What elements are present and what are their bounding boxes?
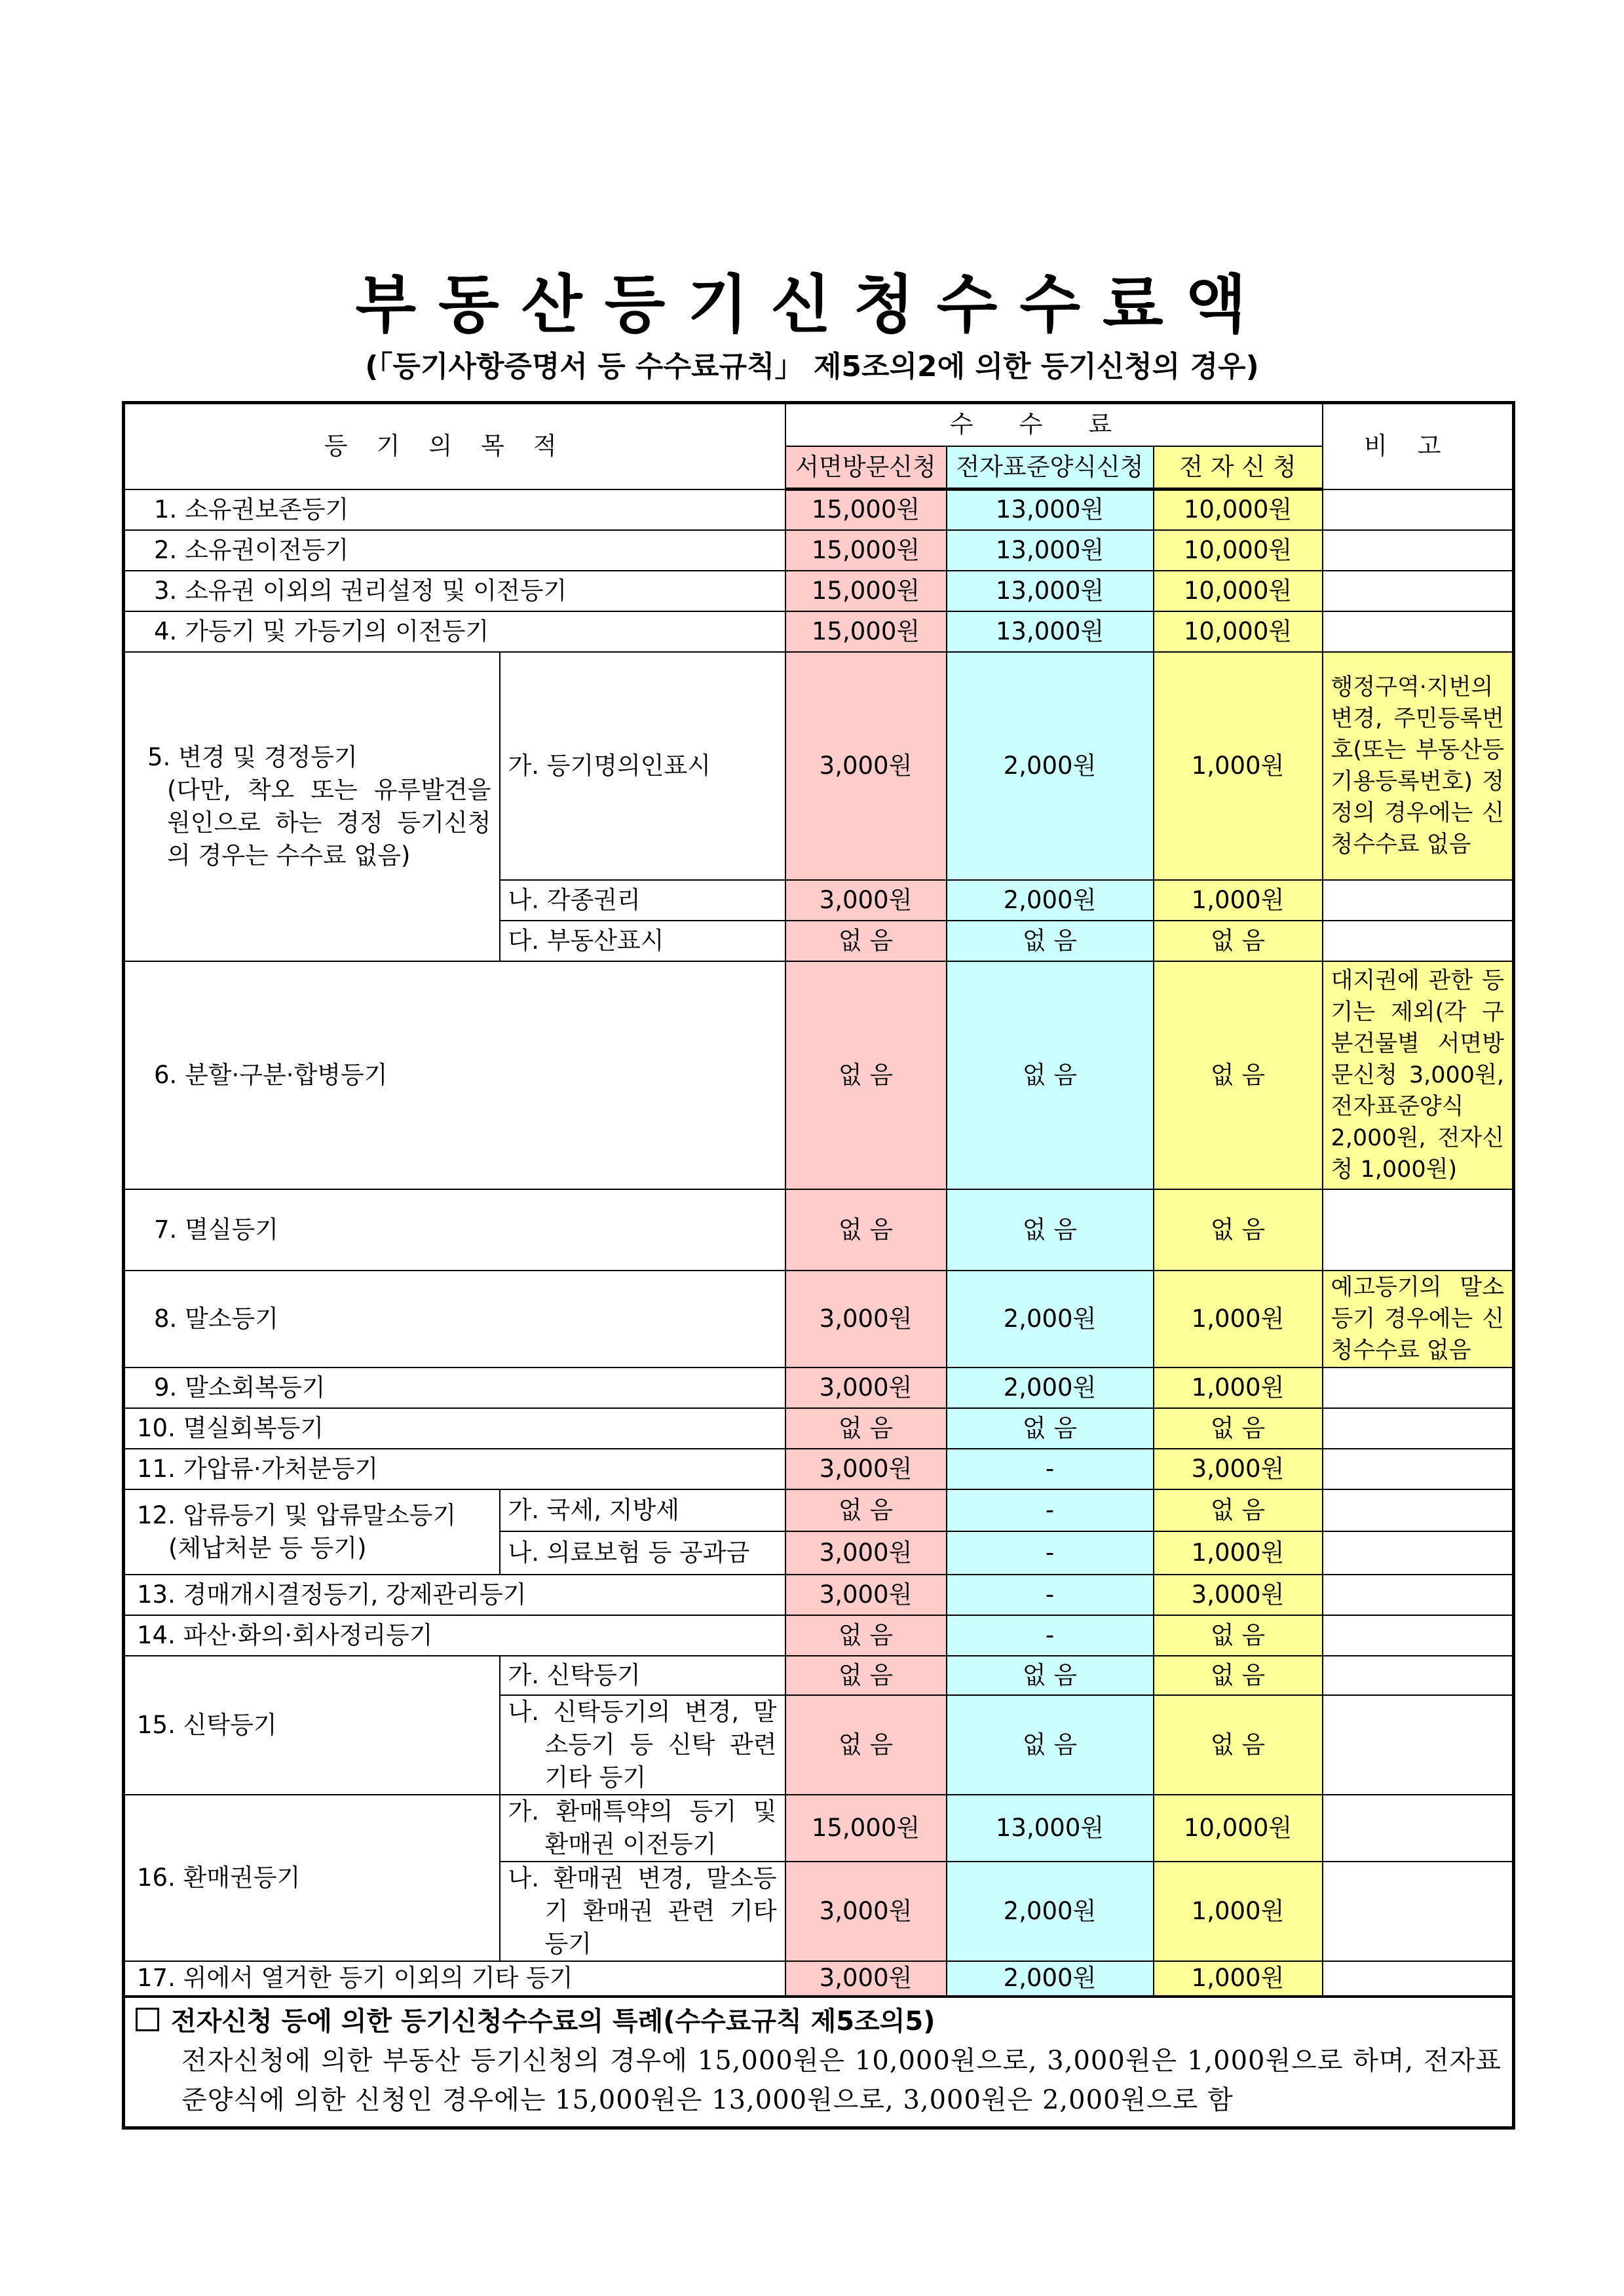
fee-paper: 3,000원 [785,1271,947,1368]
fee-eform: 13,000원 [947,571,1154,611]
row-purpose: 15. 신탁등기 [124,1656,500,1795]
row-purpose: 16. 환매권등기 [124,1795,500,1961]
row-purpose: 10. 멸실회복등기 [124,1408,785,1449]
row-note [1323,1656,1514,1695]
fee-eform: 13,000원 [947,1795,1154,1862]
row-note [1323,1795,1514,1862]
row-note: 대지권에 관한 등기는 제외(각 구분건물별 서면방문신청 3,000원, 전자표준양식 2,000원, 전자신청 1,000원) [1323,961,1514,1189]
fee-eform: 없 음 [947,1656,1154,1695]
table-row [124,1575,1514,1615]
fee-paper: 없 음 [785,1656,947,1695]
fee-electronic: 없 음 [1154,1408,1323,1449]
fee-paper: 없 음 [785,1695,947,1795]
row-purpose: 2. 소유권이전등기 [124,530,785,571]
row-note [1323,880,1514,921]
fee-paper: 15,000원 [785,611,947,652]
page-subtitle: (「등기사항증명서 등 수수료규칙」 제5조의2에 의한 등기신청의 경우) [365,350,1259,383]
row-note [1323,1615,1514,1656]
row-note [1323,1449,1514,1489]
fee-eform: 없 음 [947,1408,1154,1449]
row-purpose: 11. 가압류·가처분등기 [124,1449,785,1489]
fee-paper: 없 음 [785,1189,947,1271]
fee-paper: 3,000원 [785,880,947,921]
row-note [1323,1368,1514,1408]
row-purpose: 14. 파산·화의·회사정리등기 [124,1615,785,1656]
header-row [124,403,1514,446]
row-purpose [124,1489,500,1575]
row-note [1323,1575,1514,1615]
row-note: 예고등기의 말소등기 경우에는 신청수수료 없음 [1323,1271,1514,1368]
purpose-note: (체납처분 등 등기) [168,1533,367,1562]
row-purpose: 9. 말소회복등기 [124,1368,785,1408]
fee-paper: 3,000원 [785,1531,947,1575]
fee-table [122,401,1515,2130]
row-purpose: 13. 경매개시결정등기, 강제관리등기 [124,1575,785,1615]
table-row [124,530,1514,571]
fee-paper: 3,000원 [785,1862,947,1961]
row-note [1323,1489,1514,1531]
fee-paper: 15,000원 [785,489,947,530]
special-provision [124,1997,1514,2128]
fee-paper: 3,000원 [785,652,947,880]
row-note [1323,921,1514,961]
fee-eform: - [947,1615,1154,1656]
header-col-paper: 서면방문신청 [785,446,947,489]
row-note [1323,611,1514,652]
sub-purpose: 가. 신탁등기 [500,1656,785,1695]
row-purpose [124,652,500,961]
row-note [1323,1961,1514,1997]
fee-electronic: 1,000원 [1154,1961,1323,1997]
fee-eform: 2,000원 [947,1862,1154,1961]
fee-eform: - [947,1489,1154,1531]
row-purpose: 7. 멸실등기 [124,1189,785,1271]
fee-eform: 2,000원 [947,652,1154,880]
table-row [124,1449,1514,1489]
fee-paper: 3,000원 [785,1368,947,1408]
fee-eform: 13,000원 [947,530,1154,571]
fee-electronic: 없 음 [1154,1615,1323,1656]
fee-paper: 없 음 [785,921,947,961]
fee-paper: 15,000원 [785,1795,947,1862]
row-purpose: 1. 소유권보존등기 [124,489,785,530]
fee-electronic: 3,000원 [1154,1575,1323,1615]
special-provision-heading [136,2002,1501,2041]
purpose-title: 12. 압류등기 및 압류말소등기 [137,1501,457,1529]
special-provision-row [124,1997,1514,2128]
row-note [1323,489,1514,530]
fee-paper: 3,000원 [785,1449,947,1489]
sub-purpose [500,1862,785,1961]
fee-paper: 없 음 [785,1408,947,1449]
sub-purpose [500,1695,785,1795]
purpose-title: 5. 변경 및 경정등기 [147,742,358,771]
table-row [124,571,1514,611]
sub-purpose: 나. 의료보험 등 공과금 [500,1531,785,1575]
fee-electronic: 없 음 [1154,1489,1323,1531]
fee-electronic: 10,000원 [1154,1795,1323,1862]
sub-purpose: 다. 부동산표시 [500,921,785,961]
fee-electronic: 3,000원 [1154,1449,1323,1489]
row-note [1323,1695,1514,1795]
table-row [124,1656,1514,1695]
fee-eform: 13,000원 [947,611,1154,652]
purpose-note: (다만, 착오 또는 유루발견을 원인으로 하는 경정 등기신청의 경우는 수수료 없음) [167,775,491,870]
fee-electronic: 없 음 [1154,961,1323,1189]
row-purpose: 8. 말소등기 [124,1271,785,1368]
header-col-electronic: 전 자 신 청 [1154,446,1323,489]
fee-eform: 없 음 [947,921,1154,961]
row-note [1323,1531,1514,1575]
fee-eform: - [947,1531,1154,1575]
fee-electronic: 10,000원 [1154,530,1323,571]
row-note: 행정구역·지번의 변경, 주민등록번호(또는 부동산등기용등록번호) 정정의 경우에는 신청수수료 없음 [1323,652,1514,880]
table-row [124,652,1514,880]
fee-eform: - [947,1575,1154,1615]
sub-purpose: 가. 등기명의인표시 [500,652,785,880]
special-heading-text: 전자신청 등에 의한 등기신청수수료의 특례(수수료규칙 제5조의5) [171,2006,935,2037]
row-note [1323,1408,1514,1449]
fee-electronic: 없 음 [1154,1695,1323,1795]
table-row [124,489,1514,530]
fee-eform: - [947,1449,1154,1489]
header-note: 비고 [1323,403,1514,489]
table-row [124,1408,1514,1449]
sub-purpose: 나. 각종권리 [500,880,785,921]
fee-eform: 2,000원 [947,1961,1154,1997]
table-row [124,1271,1514,1368]
fee-electronic: 1,000원 [1154,1531,1323,1575]
fee-electronic: 1,000원 [1154,880,1323,921]
fee-eform: 없 음 [947,1189,1154,1271]
header-col-eform: 전자표준양식신청 [947,446,1154,489]
fee-paper: 3,000원 [785,1575,947,1615]
row-note [1323,530,1514,571]
fee-electronic: 1,000원 [1154,652,1323,880]
row-note [1323,1862,1514,1961]
fee-eform: 2,000원 [947,1271,1154,1368]
special-provision-body: 전자신청에 의한 부동산 등기신청의 경우에 15,000원은 10,000원으로, 3,000원은 1,000원으로 하며, 전자표준양식에 의한 신청인 경우에는 15,000원은 13,000원으로, 3,000원은 2,000원으로 함 [181,2045,1502,2115]
row-note [1323,571,1514,611]
checkbox-square-icon [136,2008,159,2031]
row-purpose: 6. 분할·구분·합병등기 [124,961,785,1189]
fee-eform: 없 음 [947,961,1154,1189]
fee-eform: 없 음 [947,1695,1154,1795]
row-purpose: 17. 위에서 열거한 등기 이외의 기타 등기 [124,1961,785,1997]
table-row [124,611,1514,652]
fee-electronic: 10,000원 [1154,489,1323,530]
page-title: 부동산등기신청수수료액 [355,268,1269,341]
table-row [124,1189,1514,1271]
header-fee: 수수료 [785,403,1323,446]
sub-purpose: 가. 국세, 지방세 [500,1489,785,1531]
row-purpose: 3. 소유권 이외의 권리설정 및 이전등기 [124,571,785,611]
sub-purpose-text: 나. 신탁등기의 변경, 말소등기 등 신탁 관련 기타 등기 [508,1697,777,1791]
row-purpose: 4. 가등기 및 가등기의 이전등기 [124,611,785,652]
fee-paper: 15,000원 [785,571,947,611]
fee-eform: 2,000원 [947,1368,1154,1408]
fee-electronic: 1,000원 [1154,1368,1323,1408]
fee-eform: 2,000원 [947,880,1154,921]
table-row [124,1795,1514,1862]
fee-electronic: 없 음 [1154,921,1323,961]
fee-eform: 13,000원 [947,489,1154,530]
fee-electronic: 없 음 [1154,1656,1323,1695]
table-row [124,1489,1514,1531]
fee-paper: 없 음 [785,1615,947,1656]
fee-paper: 3,000원 [785,1961,947,1997]
row-note [1323,1189,1514,1271]
fee-electronic: 10,000원 [1154,611,1323,652]
fee-paper: 15,000원 [785,530,947,571]
table-row [124,961,1514,1189]
sub-purpose [500,1795,785,1862]
table-row [124,1961,1514,1997]
fee-electronic: 1,000원 [1154,1271,1323,1368]
sub-purpose-text: 나. 환매권 변경, 말소등기 환매권 관련 기타 등기 [508,1864,777,1958]
fee-electronic: 10,000원 [1154,571,1323,611]
fee-paper: 없 음 [785,961,947,1189]
fee-paper: 없 음 [785,1489,947,1531]
fee-electronic: 없 음 [1154,1189,1323,1271]
table-row [124,1368,1514,1408]
header-purpose: 등기의목적 [124,403,785,489]
table-row [124,1615,1514,1656]
fee-electronic: 1,000원 [1154,1862,1323,1961]
sub-purpose-text: 가. 환매특약의 등기 및 환매권 이전등기 [508,1797,777,1858]
